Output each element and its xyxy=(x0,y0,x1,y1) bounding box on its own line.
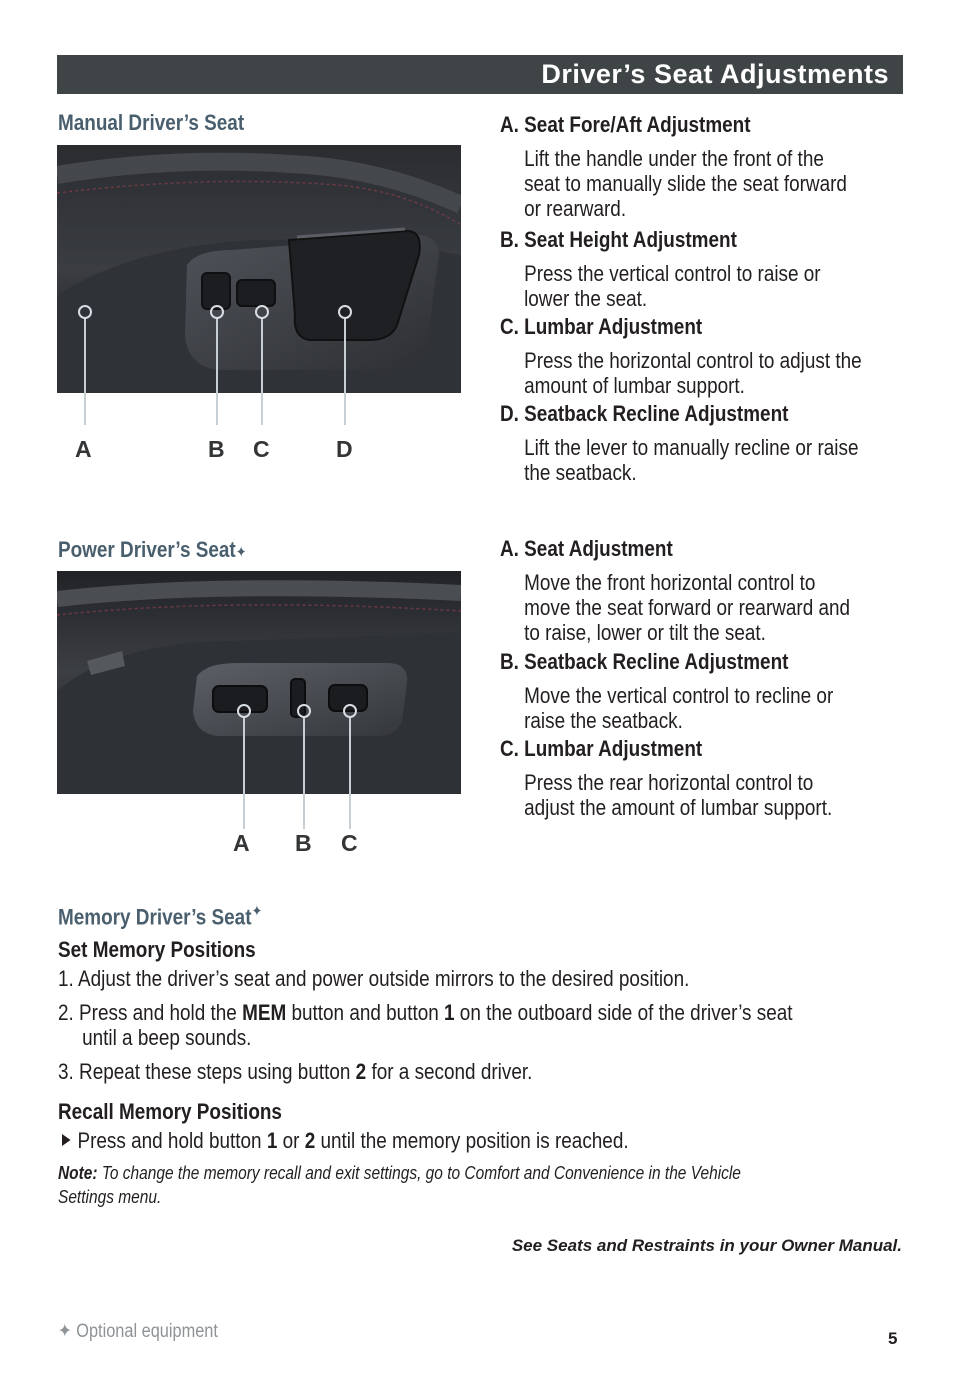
item-heading: D. Seatback Recline Adjustment xyxy=(500,401,789,426)
item-line: or rearward. xyxy=(524,196,627,221)
callout-letter-a: A xyxy=(233,830,250,856)
note-text: To change the memory recall and exit settings, go to Comfort and Convenience in the Vehicle xyxy=(97,1163,741,1183)
item-body xyxy=(524,770,832,820)
item-line: lower the seat. xyxy=(524,286,648,311)
memory-seat-heading-text: Memory Driver’s Seat xyxy=(58,904,252,930)
item-body xyxy=(524,146,847,221)
callout-line-c xyxy=(261,317,263,425)
callout-dot-a xyxy=(78,305,92,319)
manual-item-c xyxy=(500,314,862,398)
item-line: Press the horizontal control to adjust the xyxy=(524,348,862,373)
item-body xyxy=(524,683,833,733)
callout-line-d xyxy=(344,317,346,425)
set-memory-title: Set Memory Positions xyxy=(58,937,256,962)
page-title: Driver’s Seat Adjustments xyxy=(541,59,889,89)
button-two-label: 2 xyxy=(355,1059,367,1084)
item-heading: A. Seat Adjustment xyxy=(500,536,673,561)
callout-letter-b: B xyxy=(295,830,312,856)
owner-manual-reference: See Seats and Restraints in your Owner Manual. xyxy=(511,1236,902,1255)
item-line: Lift the lever to manually recline or raise xyxy=(524,435,859,460)
item-line: to raise, lower or tilt the seat. xyxy=(524,620,766,645)
item-line: amount of lumbar support. xyxy=(524,373,745,398)
power-seat-heading-text: Power Driver’s Seat xyxy=(58,537,236,562)
title-bar xyxy=(57,55,903,94)
optional-equipment-legend: ✦ Optional equipment xyxy=(58,1321,218,1342)
item-line: move the seat forward or rearward and xyxy=(524,595,851,620)
callout-dot-b xyxy=(297,704,311,718)
item-line: adjust the amount of lumbar support. xyxy=(524,795,833,820)
item-heading: A. Seat Fore/Aft Adjustment xyxy=(500,112,751,137)
power-item-a xyxy=(500,536,850,645)
manual-item-b xyxy=(500,227,821,311)
item-heading: C. Lumbar Adjustment xyxy=(500,314,703,339)
callout-dot-c xyxy=(255,305,269,319)
callout-dot-c xyxy=(343,704,357,718)
item-body xyxy=(524,570,850,645)
callout-letter-c: C xyxy=(253,436,270,462)
note-text-line2: Settings menu. xyxy=(58,1187,162,1207)
callout-line-b xyxy=(303,716,305,829)
item-body xyxy=(524,348,862,398)
callout-line-a xyxy=(243,716,245,829)
item-line: seat to manually slide the seat forward xyxy=(524,171,847,196)
callout-letter-c: C xyxy=(341,830,358,856)
optional-star-icon: ✦ xyxy=(251,903,263,920)
power-item-b xyxy=(500,649,833,733)
callout-letter-d: D xyxy=(336,436,353,462)
callout-dot-d xyxy=(338,305,352,319)
recall-step: Press and hold button 1 or 2 until the memory position is reached. xyxy=(62,1128,629,1153)
optional-star-icon: ✦ xyxy=(235,544,247,561)
memory-step-3: 3. Repeat these steps using button 2 for a second driver. xyxy=(58,1059,533,1084)
item-line: Press the vertical control to raise or xyxy=(524,261,821,286)
item-body xyxy=(524,435,858,485)
item-line: Lift the handle under the front of the xyxy=(524,146,824,171)
item-heading: C. Lumbar Adjustment xyxy=(500,736,703,761)
callout-dot-b xyxy=(210,305,224,319)
item-line: Move the vertical control to recline or xyxy=(524,683,834,708)
triangle-bullet-icon xyxy=(62,1134,71,1146)
item-line: the seatback. xyxy=(524,460,637,485)
callout-line-a xyxy=(84,317,86,425)
recall-memory-title: Recall Memory Positions xyxy=(58,1099,282,1124)
item-line: Move the front horizontal control to xyxy=(524,570,816,595)
item-line: raise the seatback. xyxy=(524,708,683,733)
callout-letter-a: A xyxy=(75,436,92,462)
mem-button-label: MEM xyxy=(242,1000,287,1025)
power-item-c xyxy=(500,736,832,820)
memory-seat-heading xyxy=(58,902,262,930)
memory-step-2 xyxy=(58,1000,793,1050)
page-number: 5 xyxy=(888,1329,898,1348)
manual-seat-photo xyxy=(57,145,461,393)
memory-step-2-line2: until a beep sounds. xyxy=(82,1025,252,1050)
manual-seat-heading: Manual Driver’s Seat xyxy=(58,110,245,135)
item-body xyxy=(524,261,821,311)
note xyxy=(58,1161,741,1209)
memory-step-2-line1: 2. Press and hold the MEM button and button 1 on the outboard side of the driver’s seat xyxy=(58,1000,793,1025)
note-label: Note: xyxy=(58,1163,98,1183)
button-one-label: 1 xyxy=(444,1000,455,1025)
callout-dot-a xyxy=(237,704,251,718)
item-heading: B. Seat Height Adjustment xyxy=(500,227,737,252)
callout-line-c xyxy=(349,716,351,829)
manual-item-d xyxy=(500,401,858,485)
power-seat-heading xyxy=(58,537,247,563)
item-line: Press the rear horizontal control to xyxy=(524,770,814,795)
power-seat-photo xyxy=(57,571,461,794)
callout-letter-b: B xyxy=(208,436,225,462)
memory-step-1: 1. Adjust the driver’s seat and power outside mirrors to the desired position. xyxy=(58,966,690,991)
callout-line-b xyxy=(216,317,218,425)
item-heading: B. Seatback Recline Adjustment xyxy=(500,649,789,674)
manual-item-a xyxy=(500,112,847,221)
